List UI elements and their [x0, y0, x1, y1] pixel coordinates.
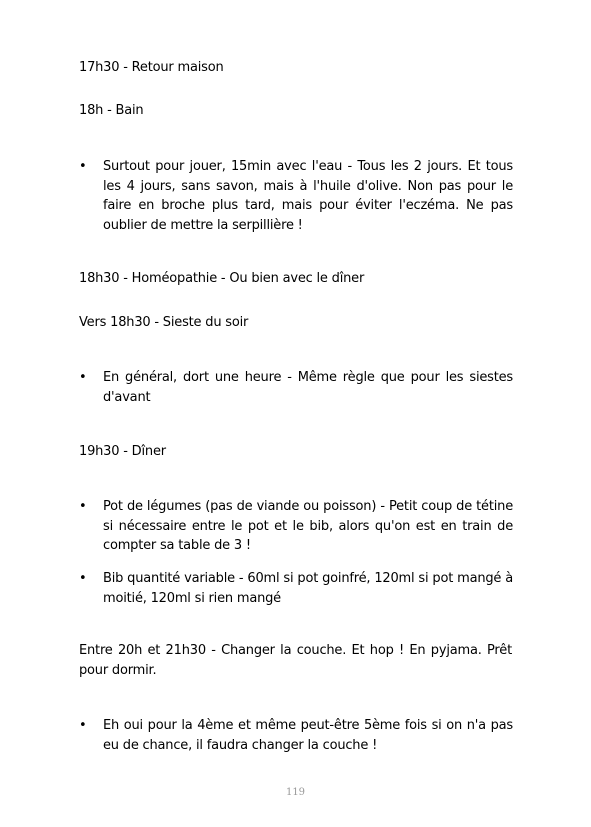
bullet-text-couche: Eh oui pour la 4ème et même peut-être 5ème fois si on n'a pas eu de chance, il faudra changer la couche !: [103, 718, 513, 753]
bullet-text-sieste: En général, dort une heure - Même règle que pour les siestes d'avant: [103, 370, 513, 405]
bullet-text-bain: Surtout pour jouer, 15min avec l'eau - Tous les 2 jours. Et tous les 4 jours, sans savon, mais à l'huile d'olive. Non pas pour le faire en broche plus tard, mais pour éviter l'eczéma. Ne pas oublier de mettre la serpillière !: [103, 159, 513, 233]
bullet-icon: •: [79, 499, 87, 514]
bullet-icon: •: [79, 571, 87, 586]
bullet-icon: •: [79, 718, 87, 733]
bullet-icon: •: [79, 370, 87, 385]
schedule-line-homeopathie: 18h30 - Homéopathie - Ou bien avec le dîner: [79, 271, 365, 286]
page-number: 119: [285, 787, 306, 798]
schedule-line-sieste: Vers 18h30 - Sieste du soir: [79, 315, 249, 330]
bullet-text-bib: Bib quantité variable - 60ml si pot goinfré, 120ml si pot mangé à moitié, 120ml si rien mangé: [103, 571, 513, 606]
bullet-text-pot: Pot de légumes (pas de viande ou poisson) - Petit coup de tétine si nécessaire entre le pot et le bib, alors qu'on est en train de compter sa table de 3 !: [103, 499, 513, 553]
schedule-line-retour: 17h30 - Retour maison: [79, 60, 224, 75]
paragraph-couche: Entre 20h et 21h30 - Changer la couche. Et hop ! En pyjama. Prêt pour dormir.: [79, 643, 512, 678]
schedule-line-bain: 18h - Bain: [79, 103, 144, 118]
schedule-line-diner: 19h30 - Dîner: [79, 444, 166, 459]
bullet-icon: •: [79, 159, 87, 174]
